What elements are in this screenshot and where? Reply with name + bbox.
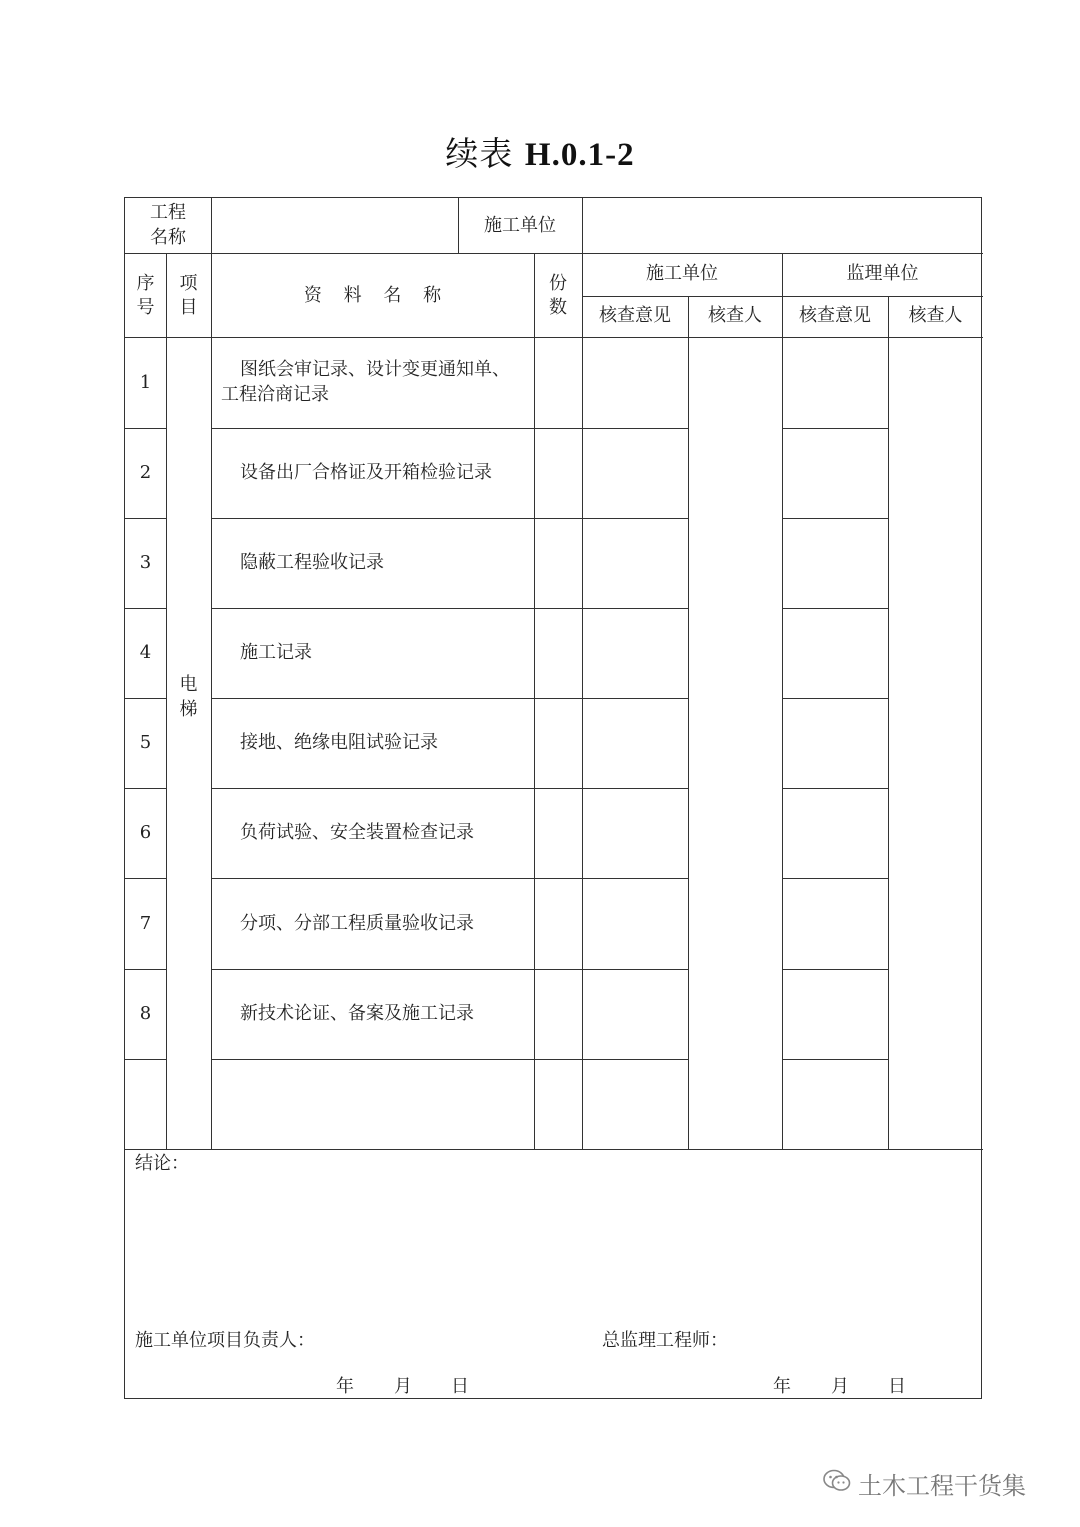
supervision-unit-header: 监理单位 xyxy=(846,263,919,284)
copies-header-line1: 份 xyxy=(549,273,567,294)
wechat-icon xyxy=(822,1468,852,1500)
supervision-review-opinion-header: 核查意见 xyxy=(799,305,871,326)
date-year: 年 xyxy=(773,1376,791,1397)
conclusion-label: 结论： xyxy=(135,1153,189,1174)
date-year: 年 xyxy=(336,1376,354,1397)
doc-name: 施工记录 xyxy=(240,642,312,663)
row-number: 5 xyxy=(139,732,152,753)
doc-name: 分项、分部工程质量验收记录 xyxy=(240,913,474,934)
inspection-table xyxy=(124,197,982,1399)
item-header-line2: 目 xyxy=(179,297,198,318)
project-name-label-line1: 工程 xyxy=(150,202,186,223)
doc-name: 负荷试验、安全装置检查记录 xyxy=(240,822,474,843)
date-month: 月 xyxy=(394,1376,412,1397)
row-number: 7 xyxy=(139,913,152,934)
category-label-line1: 电 xyxy=(179,674,198,695)
construction-manager-label: 施工单位项目负责人： xyxy=(135,1330,315,1351)
row-number: 3 xyxy=(139,552,152,573)
construction-unit-label: 施工单位 xyxy=(484,215,556,236)
construction-reviewer-header: 核查人 xyxy=(708,305,762,326)
date-day: 日 xyxy=(451,1376,469,1397)
doc-name-line2: 工程洽商记录 xyxy=(221,384,329,405)
construction-unit-header: 施工单位 xyxy=(646,263,718,284)
copies-header-line2: 数 xyxy=(549,297,567,318)
page-title: 续表 H.0.1-2 xyxy=(445,134,635,173)
watermark-text: 土木工程干货集 xyxy=(858,1472,1026,1500)
seq-header-line2: 号 xyxy=(136,297,155,318)
row-number: 4 xyxy=(139,642,152,663)
project-name-label-line2: 名称 xyxy=(150,227,186,248)
watermark xyxy=(822,1466,1026,1501)
seq-header-line1: 序 xyxy=(136,273,155,294)
row-number: 1 xyxy=(139,372,152,393)
doc-name-header: 资 料 名 称 xyxy=(303,285,442,306)
item-header-line1: 项 xyxy=(179,273,198,294)
supervision-reviewer-header: 核查人 xyxy=(908,305,963,326)
doc-name: 隐蔽工程验收记录 xyxy=(240,552,384,573)
row-number: 2 xyxy=(139,462,152,483)
doc-name: 新技术论证、备案及施工记录 xyxy=(240,1003,474,1024)
date-month: 月 xyxy=(831,1376,849,1397)
doc-name-line1: 图纸会审记录、设计变更通知单、 xyxy=(240,359,510,380)
row-number: 8 xyxy=(139,1003,152,1024)
doc-name: 设备出厂合格证及开箱检验记录 xyxy=(240,462,492,483)
date-day: 日 xyxy=(888,1376,906,1397)
chief-supervisor-label: 总监理工程师： xyxy=(602,1330,728,1351)
row-number: 6 xyxy=(139,822,152,843)
construction-review-opinion-header: 核查意见 xyxy=(599,305,671,326)
doc-name: 接地、绝缘电阻试验记录 xyxy=(240,732,438,753)
category-label-line2: 梯 xyxy=(179,699,198,720)
